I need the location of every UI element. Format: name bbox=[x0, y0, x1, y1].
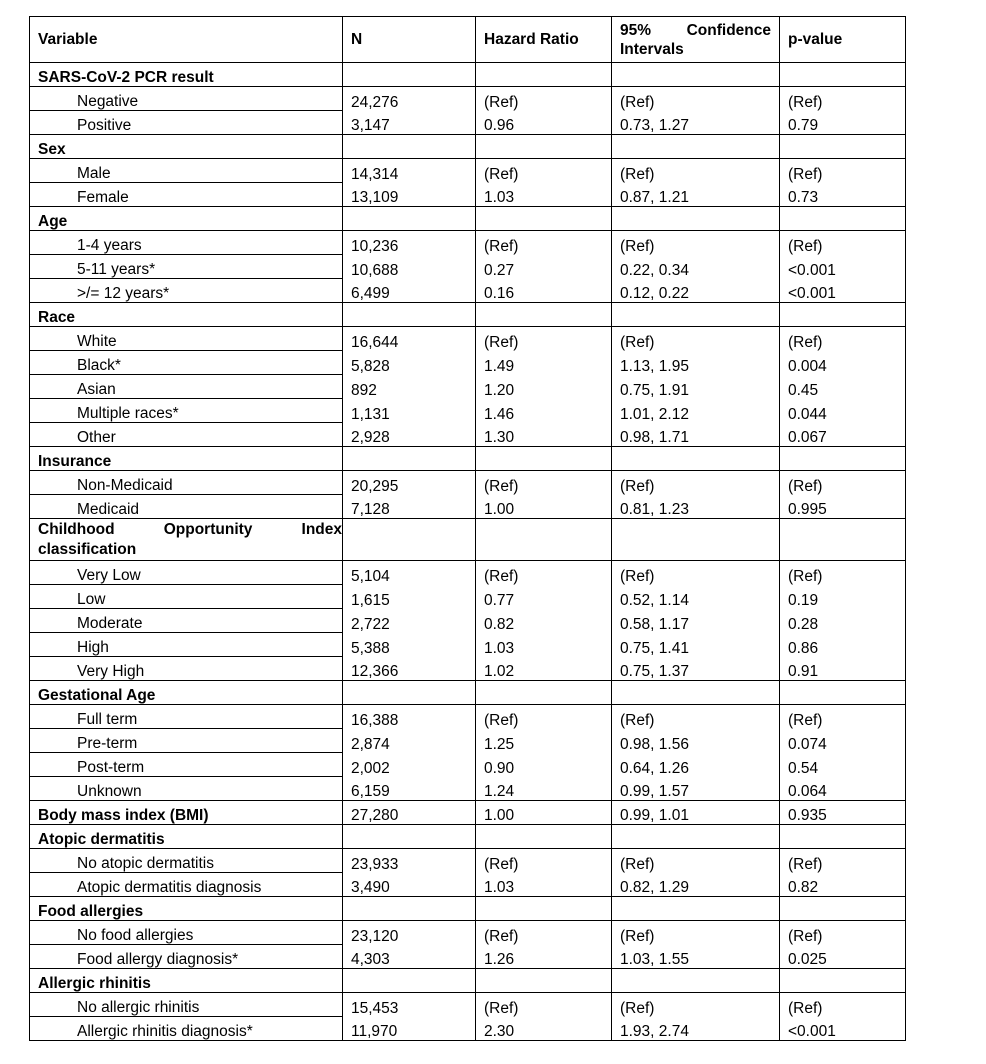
row-label: Medicaid bbox=[30, 495, 343, 519]
header-hazard-ratio: Hazard Ratio bbox=[476, 17, 612, 63]
cell-n: 892 bbox=[343, 375, 476, 399]
cell-ci: 0.22, 0.34 bbox=[612, 255, 780, 279]
group-row bbox=[30, 681, 906, 705]
cell-hazard-ratio bbox=[476, 519, 612, 561]
cell-n bbox=[343, 303, 476, 327]
header-ci-intervals: Intervals bbox=[620, 41, 684, 58]
row-label: Very High bbox=[30, 657, 343, 681]
cell-n bbox=[343, 969, 476, 993]
cell-n bbox=[343, 681, 476, 705]
cell-ci: 0.99, 1.01 bbox=[612, 801, 780, 825]
table-row bbox=[30, 777, 906, 801]
cell-hazard-ratio: 1.26 bbox=[476, 945, 612, 969]
cell-ci: 0.98, 1.71 bbox=[612, 423, 780, 447]
row-label: Non-Medicaid bbox=[30, 471, 343, 495]
cell-n: 4,303 bbox=[343, 945, 476, 969]
cell-p-value: (Ref) bbox=[780, 921, 906, 945]
cell-n: 2,874 bbox=[343, 729, 476, 753]
table-row bbox=[30, 873, 906, 897]
table-row bbox=[30, 327, 906, 351]
cell-n: 23,933 bbox=[343, 849, 476, 873]
table-row bbox=[30, 849, 906, 873]
row-label: Black* bbox=[30, 351, 343, 375]
cell-hazard-ratio: (Ref) bbox=[476, 327, 612, 351]
row-label: Full term bbox=[30, 705, 343, 729]
cell-ci: 0.81, 1.23 bbox=[612, 495, 780, 519]
table-row bbox=[30, 753, 906, 777]
cell-n: 1,131 bbox=[343, 399, 476, 423]
cell-n bbox=[343, 135, 476, 159]
group-label: Atopic dermatitis bbox=[30, 825, 343, 849]
cell-hazard-ratio: 1.03 bbox=[476, 633, 612, 657]
row-label: Food allergy diagnosis* bbox=[30, 945, 343, 969]
cell-ci: 0.58, 1.17 bbox=[612, 609, 780, 633]
row-label: Asian bbox=[30, 375, 343, 399]
cell-hazard-ratio: 1.30 bbox=[476, 423, 612, 447]
group-row bbox=[30, 135, 906, 159]
row-label: Negative bbox=[30, 87, 343, 111]
cell-hazard-ratio bbox=[476, 135, 612, 159]
cell-n bbox=[343, 519, 476, 561]
cell-p-value: 0.79 bbox=[780, 111, 906, 135]
cell-n: 10,688 bbox=[343, 255, 476, 279]
cell-ci bbox=[612, 825, 780, 849]
table-row bbox=[30, 231, 906, 255]
cell-hazard-ratio: (Ref) bbox=[476, 87, 612, 111]
cell-p-value bbox=[780, 207, 906, 231]
cell-n bbox=[343, 447, 476, 471]
cell-ci: 0.87, 1.21 bbox=[612, 183, 780, 207]
row-label: Unknown bbox=[30, 777, 343, 801]
cell-ci: (Ref) bbox=[612, 849, 780, 873]
table-row bbox=[30, 495, 906, 519]
table-row bbox=[30, 945, 906, 969]
cell-p-value bbox=[780, 681, 906, 705]
row-label: No allergic rhinitis bbox=[30, 993, 343, 1017]
cell-hazard-ratio bbox=[476, 303, 612, 327]
group-label: Insurance bbox=[30, 447, 343, 471]
cell-ci: 1.01, 2.12 bbox=[612, 399, 780, 423]
cell-n: 6,499 bbox=[343, 279, 476, 303]
cell-p-value: (Ref) bbox=[780, 327, 906, 351]
cell-n bbox=[343, 825, 476, 849]
cell-n: 1,615 bbox=[343, 585, 476, 609]
group-label: Allergic rhinitis bbox=[30, 969, 343, 993]
cell-hazard-ratio bbox=[476, 897, 612, 921]
table-row bbox=[30, 111, 906, 135]
group-row bbox=[30, 897, 906, 921]
table-row bbox=[30, 471, 906, 495]
cell-ci: 1.03, 1.55 bbox=[612, 945, 780, 969]
cell-n: 14,314 bbox=[343, 159, 476, 183]
table-header-row bbox=[30, 17, 906, 63]
cell-n: 16,388 bbox=[343, 705, 476, 729]
cell-ci: 0.98, 1.56 bbox=[612, 729, 780, 753]
cell-p-value bbox=[780, 825, 906, 849]
row-label: Allergic rhinitis diagnosis* bbox=[30, 1017, 343, 1041]
group-row bbox=[30, 825, 906, 849]
row-label: Atopic dermatitis diagnosis bbox=[30, 873, 343, 897]
cell-p-value: 0.025 bbox=[780, 945, 906, 969]
table-row bbox=[30, 705, 906, 729]
cell-n: 20,295 bbox=[343, 471, 476, 495]
cell-ci: 0.82, 1.29 bbox=[612, 873, 780, 897]
cell-p-value: 0.73 bbox=[780, 183, 906, 207]
table-row bbox=[30, 633, 906, 657]
row-label: Multiple races* bbox=[30, 399, 343, 423]
table-row bbox=[30, 561, 906, 585]
cell-ci: (Ref) bbox=[612, 231, 780, 255]
cell-hazard-ratio: (Ref) bbox=[476, 993, 612, 1017]
cell-ci: 0.64, 1.26 bbox=[612, 753, 780, 777]
cell-p-value: (Ref) bbox=[780, 993, 906, 1017]
cell-hazard-ratio: 0.77 bbox=[476, 585, 612, 609]
table-row bbox=[30, 993, 906, 1017]
cell-p-value: 0.074 bbox=[780, 729, 906, 753]
cell-hazard-ratio: 1.00 bbox=[476, 801, 612, 825]
cell-ci: (Ref) bbox=[612, 471, 780, 495]
row-label: Moderate bbox=[30, 609, 343, 633]
cell-p-value: 0.064 bbox=[780, 777, 906, 801]
group-label: SARS-CoV-2 PCR result bbox=[30, 63, 343, 87]
cell-hazard-ratio bbox=[476, 825, 612, 849]
row-label: Other bbox=[30, 423, 343, 447]
cell-hazard-ratio: (Ref) bbox=[476, 705, 612, 729]
cell-n: 7,128 bbox=[343, 495, 476, 519]
cell-n: 10,236 bbox=[343, 231, 476, 255]
table-row bbox=[30, 609, 906, 633]
table-row bbox=[30, 1017, 906, 1041]
cell-ci bbox=[612, 207, 780, 231]
cell-ci: 0.73, 1.27 bbox=[612, 111, 780, 135]
cell-ci: (Ref) bbox=[612, 561, 780, 585]
cell-p-value: 0.004 bbox=[780, 351, 906, 375]
cell-n: 11,970 bbox=[343, 1017, 476, 1041]
cell-hazard-ratio bbox=[476, 969, 612, 993]
cell-ci bbox=[612, 135, 780, 159]
table-row bbox=[30, 921, 906, 945]
cell-hazard-ratio: 1.24 bbox=[476, 777, 612, 801]
cell-hazard-ratio: 0.96 bbox=[476, 111, 612, 135]
table-body bbox=[30, 17, 906, 1041]
cell-hazard-ratio: 0.27 bbox=[476, 255, 612, 279]
cell-n: 12,366 bbox=[343, 657, 476, 681]
cell-ci: (Ref) bbox=[612, 87, 780, 111]
cell-ci bbox=[612, 681, 780, 705]
row-label: Male bbox=[30, 159, 343, 183]
table-row bbox=[30, 87, 906, 111]
header-variable: Variable bbox=[30, 17, 343, 63]
cell-ci: 0.52, 1.14 bbox=[612, 585, 780, 609]
group-row bbox=[30, 969, 906, 993]
cell-p-value: 0.28 bbox=[780, 609, 906, 633]
cell-p-value: 0.91 bbox=[780, 657, 906, 681]
cell-p-value: 0.19 bbox=[780, 585, 906, 609]
cell-n: 5,388 bbox=[343, 633, 476, 657]
cell-hazard-ratio: (Ref) bbox=[476, 231, 612, 255]
cell-hazard-ratio bbox=[476, 447, 612, 471]
cell-n bbox=[343, 207, 476, 231]
group-row bbox=[30, 801, 906, 825]
group-label: Childhood Opportunity Index classification bbox=[30, 519, 343, 561]
cell-p-value: (Ref) bbox=[780, 231, 906, 255]
cell-hazard-ratio: 1.02 bbox=[476, 657, 612, 681]
cell-p-value: 0.86 bbox=[780, 633, 906, 657]
cell-hazard-ratio: 1.25 bbox=[476, 729, 612, 753]
cell-ci bbox=[612, 63, 780, 87]
cell-p-value: 0.45 bbox=[780, 375, 906, 399]
cell-p-value: (Ref) bbox=[780, 849, 906, 873]
cell-p-value bbox=[780, 303, 906, 327]
cell-hazard-ratio: 2.30 bbox=[476, 1017, 612, 1041]
header-confidence-intervals bbox=[612, 17, 780, 63]
cell-hazard-ratio: 1.49 bbox=[476, 351, 612, 375]
cell-n: 3,147 bbox=[343, 111, 476, 135]
group-label: Food allergies bbox=[30, 897, 343, 921]
cell-p-value bbox=[780, 897, 906, 921]
row-label: Positive bbox=[30, 111, 343, 135]
cell-hazard-ratio: (Ref) bbox=[476, 561, 612, 585]
cell-p-value bbox=[780, 135, 906, 159]
cell-ci: 0.75, 1.91 bbox=[612, 375, 780, 399]
cell-n: 3,490 bbox=[343, 873, 476, 897]
cell-hazard-ratio: 1.20 bbox=[476, 375, 612, 399]
cell-n: 23,120 bbox=[343, 921, 476, 945]
group-label: Race bbox=[30, 303, 343, 327]
cell-hazard-ratio bbox=[476, 63, 612, 87]
cell-hazard-ratio: 0.16 bbox=[476, 279, 612, 303]
cell-ci: 0.12, 0.22 bbox=[612, 279, 780, 303]
cell-ci: 1.13, 1.95 bbox=[612, 351, 780, 375]
table-row bbox=[30, 159, 906, 183]
cell-ci bbox=[612, 897, 780, 921]
row-label: No food allergies bbox=[30, 921, 343, 945]
cell-ci bbox=[612, 303, 780, 327]
cell-n: 5,104 bbox=[343, 561, 476, 585]
group-row bbox=[30, 303, 906, 327]
cell-n: 2,002 bbox=[343, 753, 476, 777]
cell-ci: (Ref) bbox=[612, 327, 780, 351]
cell-n: 16,644 bbox=[343, 327, 476, 351]
row-label: Very Low bbox=[30, 561, 343, 585]
cell-hazard-ratio bbox=[476, 681, 612, 705]
cell-n: 15,453 bbox=[343, 993, 476, 1017]
row-label: White bbox=[30, 327, 343, 351]
cell-p-value: <0.001 bbox=[780, 255, 906, 279]
cell-ci bbox=[612, 969, 780, 993]
cell-hazard-ratio: 0.82 bbox=[476, 609, 612, 633]
cell-ci bbox=[612, 447, 780, 471]
table-row bbox=[30, 585, 906, 609]
table-row bbox=[30, 399, 906, 423]
cell-p-value: 0.935 bbox=[780, 801, 906, 825]
cell-p-value: (Ref) bbox=[780, 705, 906, 729]
cell-n: 13,109 bbox=[343, 183, 476, 207]
row-label: Pre-term bbox=[30, 729, 343, 753]
cell-p-value: (Ref) bbox=[780, 87, 906, 111]
table-row bbox=[30, 423, 906, 447]
cell-ci: 0.75, 1.37 bbox=[612, 657, 780, 681]
cell-p-value bbox=[780, 519, 906, 561]
row-label: >/= 12 years* bbox=[30, 279, 343, 303]
group-row bbox=[30, 519, 906, 561]
table-row bbox=[30, 657, 906, 681]
cell-n bbox=[343, 63, 476, 87]
group-row bbox=[30, 63, 906, 87]
cell-ci: 0.99, 1.57 bbox=[612, 777, 780, 801]
header-n: N bbox=[343, 17, 476, 63]
header-p-value: p-value bbox=[780, 17, 906, 63]
table-row bbox=[30, 375, 906, 399]
cell-p-value: 0.54 bbox=[780, 753, 906, 777]
table-row bbox=[30, 183, 906, 207]
cell-p-value: (Ref) bbox=[780, 561, 906, 585]
header-ci-percent: 95% bbox=[620, 22, 652, 39]
cell-n: 2,722 bbox=[343, 609, 476, 633]
cell-hazard-ratio: (Ref) bbox=[476, 159, 612, 183]
cell-hazard-ratio: 1.00 bbox=[476, 495, 612, 519]
cell-n bbox=[343, 897, 476, 921]
cell-hazard-ratio: (Ref) bbox=[476, 921, 612, 945]
cell-p-value: <0.001 bbox=[780, 1017, 906, 1041]
row-label: High bbox=[30, 633, 343, 657]
cell-p-value bbox=[780, 63, 906, 87]
group-label: Sex bbox=[30, 135, 343, 159]
table-row bbox=[30, 351, 906, 375]
group-label: Gestational Age bbox=[30, 681, 343, 705]
row-label: Post-term bbox=[30, 753, 343, 777]
cell-p-value: 0.067 bbox=[780, 423, 906, 447]
row-label: No atopic dermatitis bbox=[30, 849, 343, 873]
cell-ci: (Ref) bbox=[612, 705, 780, 729]
hazard-ratio-table bbox=[29, 16, 906, 1041]
cell-hazard-ratio: 0.90 bbox=[476, 753, 612, 777]
table-row bbox=[30, 729, 906, 753]
cell-p-value: (Ref) bbox=[780, 159, 906, 183]
row-label: Low bbox=[30, 585, 343, 609]
cell-n: 2,928 bbox=[343, 423, 476, 447]
cell-ci: (Ref) bbox=[612, 921, 780, 945]
cell-hazard-ratio: (Ref) bbox=[476, 849, 612, 873]
group-row bbox=[30, 447, 906, 471]
cell-p-value: 0.044 bbox=[780, 399, 906, 423]
cell-ci: 0.75, 1.41 bbox=[612, 633, 780, 657]
row-label: Female bbox=[30, 183, 343, 207]
cell-ci: (Ref) bbox=[612, 159, 780, 183]
row-label: 1-4 years bbox=[30, 231, 343, 255]
cell-hazard-ratio: 1.03 bbox=[476, 873, 612, 897]
row-label: 5-11 years* bbox=[30, 255, 343, 279]
header-ci-confidence: Confidence bbox=[686, 22, 771, 39]
cell-p-value bbox=[780, 969, 906, 993]
cell-hazard-ratio: 1.03 bbox=[476, 183, 612, 207]
cell-p-value: 0.995 bbox=[780, 495, 906, 519]
cell-n: 5,828 bbox=[343, 351, 476, 375]
cell-ci: (Ref) bbox=[612, 993, 780, 1017]
table-row bbox=[30, 279, 906, 303]
group-label: Age bbox=[30, 207, 343, 231]
cell-n: 24,276 bbox=[343, 87, 476, 111]
cell-hazard-ratio: 1.46 bbox=[476, 399, 612, 423]
cell-ci: 1.93, 2.74 bbox=[612, 1017, 780, 1041]
cell-hazard-ratio: (Ref) bbox=[476, 471, 612, 495]
cell-p-value: 0.82 bbox=[780, 873, 906, 897]
cell-p-value bbox=[780, 447, 906, 471]
cell-n: 27,280 bbox=[343, 801, 476, 825]
group-row bbox=[30, 207, 906, 231]
group-label: Body mass index (BMI) bbox=[30, 801, 343, 825]
table-row bbox=[30, 255, 906, 279]
cell-n: 6,159 bbox=[343, 777, 476, 801]
cell-p-value: (Ref) bbox=[780, 471, 906, 495]
cell-hazard-ratio bbox=[476, 207, 612, 231]
cell-ci bbox=[612, 519, 780, 561]
cell-p-value: <0.001 bbox=[780, 279, 906, 303]
